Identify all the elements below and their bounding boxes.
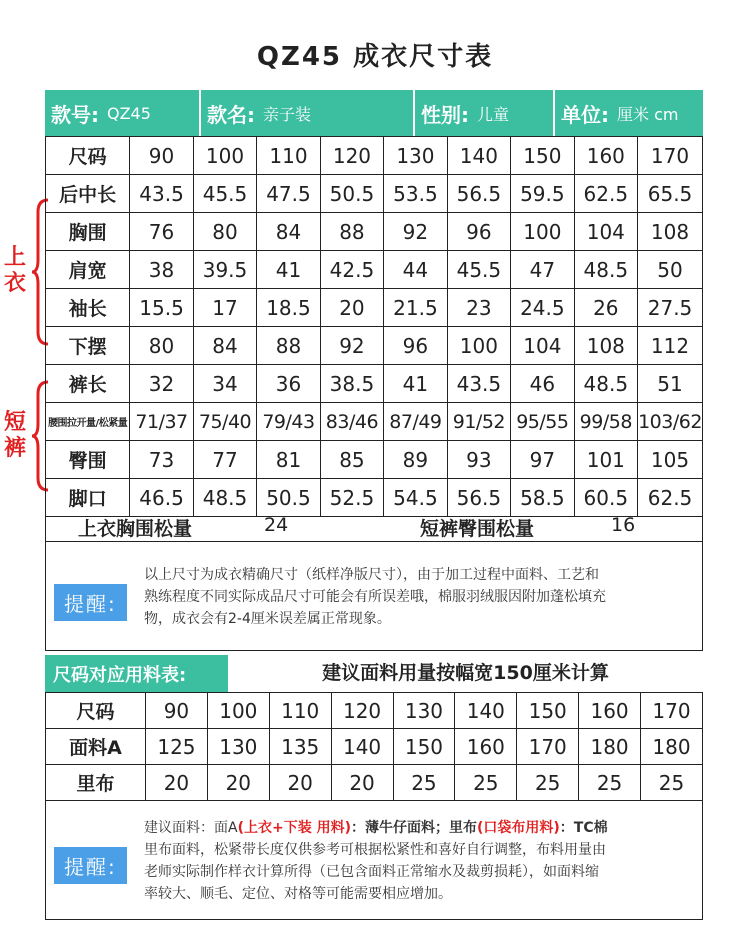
bottom-side-label: 短裤 [4,410,27,461]
table-cell: 93 [447,441,510,479]
table-cell: 26 [574,289,637,327]
reminder-line: 老师实际制作样衣计算所得（已包含面料正常缩水及裁剪损耗），如面料缩 [144,864,599,880]
table-cell: 41 [384,365,447,403]
gender-value: 儿童 [477,104,510,124]
table-cell: 51 [638,365,703,403]
table-cell: 130 [207,729,269,765]
table-cell: 18.5 [257,289,320,327]
table-cell: 59.5 [511,175,574,213]
table-cell: 52.5 [320,479,383,517]
lining-material: ：TC棉 [559,820,608,836]
table-cell: 160 [574,137,637,175]
table-cell: 180 [579,729,641,765]
unit-value: 厘米 cm [617,104,679,124]
table-cell: 42.5 [320,251,383,289]
fabric-a-usage: (上衣+下装 用料) [237,820,351,836]
table-cell: 120 [320,137,383,175]
table-cell: 110 [257,137,320,175]
table-cell: 140 [331,729,393,765]
row-label: 肩宽 [46,251,130,289]
reminder-line: 物，成衣会有2-4厘米误差属正常现象。 [144,611,391,627]
table-cell: 100 [207,693,269,729]
table-cell: 99/58 [574,403,637,441]
reminder-line: 里布面料，松紧带长度仅供参考可根据松紧性和喜好自行调整，布料用量由 [144,842,606,858]
table-cell: 104 [511,327,574,365]
table-cell: 44 [384,251,447,289]
row-label: 袖长 [46,289,130,327]
table-cell: 71/37 [130,403,193,441]
table-row [46,175,703,213]
table-row [46,403,703,441]
looseness-row [45,509,703,541]
table-cell: 45.5 [447,251,510,289]
lining-usage: (口袋布用料) [476,820,560,836]
table-cell: 95/55 [511,403,574,441]
table-cell: 92 [384,213,447,251]
table-cell: 108 [638,213,703,251]
unit-cell [555,90,703,136]
table-cell: 79/43 [257,403,320,441]
row-label: 面料A [46,729,146,765]
table-cell: 88 [320,213,383,251]
table-cell: 20 [207,765,269,801]
table-cell: 50 [638,251,703,289]
table-cell: 17 [193,289,256,327]
style-name-cell [201,90,415,136]
table-cell: 60.5 [574,479,637,517]
style-number-value: QZ45 [107,103,151,123]
style-name-key: 款名: [207,102,255,127]
fabric-table [45,692,703,801]
table-cell: 125 [146,729,208,765]
table-cell: 39.5 [193,251,256,289]
table-cell: 100 [447,327,510,365]
table-cell: 112 [638,327,703,365]
table-cell: 110 [269,693,331,729]
table-cell: 104 [574,213,637,251]
table-cell: 45.5 [193,175,256,213]
reminder-box-1 [45,541,703,651]
table-cell: 20 [269,765,331,801]
table-cell: 80 [193,213,256,251]
reminder-line: 熟练程度不同实际成品尺寸可能会有所误差哦，棉服羽绒服因附加蓬松填充 [144,589,606,605]
row-label: 胸围 [46,213,130,251]
table-row [46,137,703,175]
fabric-suggestion-prefix: 建议面料：面A [144,820,238,836]
reminder-text-1 [144,564,606,630]
table-cell: 83/46 [320,403,383,441]
bottom-looseness-value: 16 [611,514,636,536]
table-cell: 100 [511,213,574,251]
table-cell: 58.5 [511,479,574,517]
table-row [46,365,703,403]
table-cell: 120 [331,693,393,729]
table-row [46,729,703,765]
table-cell: 105 [638,441,703,479]
table-cell: 25 [579,765,641,801]
table-cell: 54.5 [384,479,447,517]
table-cell: 34 [193,365,256,403]
table-cell: 25 [455,765,517,801]
style-name-value: 亲子装 [263,104,312,124]
table-cell: 160 [455,729,517,765]
page-title: QZ45 成衣尺寸表 [256,42,494,72]
row-label: 尺码 [46,693,146,729]
table-row [46,693,703,729]
table-cell: 101 [574,441,637,479]
table-row [46,327,703,365]
table-cell: 140 [455,693,517,729]
fabric-a-material: ：薄牛仔面料；里布 [350,820,477,836]
table-cell: 43.5 [130,175,193,213]
style-number-cell [45,90,201,136]
header-bar [45,90,703,136]
table-cell: 25 [641,765,703,801]
table-cell: 38 [130,251,193,289]
table-cell: 76 [130,213,193,251]
reminder-button-1: 提醒: [54,584,127,621]
table-cell: 97 [511,441,574,479]
table-cell: 91/52 [447,403,510,441]
row-label: 裤长 [46,365,130,403]
table-cell: 27.5 [638,289,703,327]
table-cell: 135 [269,729,331,765]
table-cell: 96 [447,213,510,251]
table-cell: 32 [130,365,193,403]
top-looseness-value: 24 [264,514,289,536]
table-cell: 36 [257,365,320,403]
table-cell: 48.5 [193,479,256,517]
table-row [46,213,703,251]
table-cell: 96 [384,327,447,365]
table-cell: 20 [331,765,393,801]
row-label: 臀围 [46,441,130,479]
row-label: 里布 [46,765,146,801]
table-cell: 170 [517,729,579,765]
table-cell: 140 [447,137,510,175]
table-cell: 48.5 [574,365,637,403]
table-cell: 90 [130,137,193,175]
gender-key: 性别: [421,102,469,127]
reminder-line [144,817,608,839]
row-label: 腰围拉开量/松紧量 [46,403,130,441]
table-cell: 73 [130,441,193,479]
table-cell: 103/62 [638,403,703,441]
table-cell: 20 [320,289,383,327]
table-cell: 48.5 [574,251,637,289]
table-cell: 50.5 [257,479,320,517]
reminder-text-2 [144,817,608,905]
table-row [46,765,703,801]
table-cell: 150 [517,693,579,729]
table-cell: 47.5 [257,175,320,213]
table-cell: 130 [384,137,447,175]
table-cell: 150 [393,729,455,765]
fabric-table-label: 尺码对应用料表: [45,655,228,692]
table-cell: 21.5 [384,289,447,327]
row-label: 下摆 [46,327,130,365]
top-side-label: 上衣 [4,245,27,296]
table-cell: 130 [393,693,455,729]
table-cell: 56.5 [447,175,510,213]
unit-key: 单位: [561,102,609,127]
fabric-note: 建议面料用量按幅宽150厘米计算 [322,662,609,684]
table-cell: 25 [393,765,455,801]
table-cell: 56.5 [447,479,510,517]
table-cell: 46.5 [130,479,193,517]
table-cell: 81 [257,441,320,479]
style-number-key: 款号: [51,102,99,127]
table-cell: 88 [257,327,320,365]
top-looseness-label: 上衣胸围松量 [78,518,193,540]
table-cell: 150 [511,137,574,175]
table-cell: 41 [257,251,320,289]
table-cell: 170 [641,693,703,729]
row-label: 脚口 [46,479,130,517]
table-cell: 20 [146,765,208,801]
table-cell: 84 [257,213,320,251]
reminder-line: 率较大、顺毛、定位、对格等可能需要相应增加。 [144,886,452,902]
table-cell: 85 [320,441,383,479]
table-cell: 46 [511,365,574,403]
size-table [45,136,703,517]
table-cell: 47 [511,251,574,289]
table-cell: 53.5 [384,175,447,213]
table-cell: 90 [146,693,208,729]
table-cell: 75/40 [193,403,256,441]
table-row [46,289,703,327]
table-cell: 62.5 [638,479,703,517]
reminder-button-2: 提醒: [54,847,127,884]
table-cell: 180 [641,729,703,765]
table-cell: 84 [193,327,256,365]
table-cell: 92 [320,327,383,365]
table-cell: 65.5 [638,175,703,213]
bottom-looseness-label: 短裤臀围松量 [420,518,535,540]
table-cell: 15.5 [130,289,193,327]
table-cell: 23 [447,289,510,327]
table-cell: 89 [384,441,447,479]
table-cell: 24.5 [511,289,574,327]
table-cell: 160 [579,693,641,729]
table-cell: 62.5 [574,175,637,213]
table-cell: 100 [193,137,256,175]
gender-cell [415,90,555,136]
table-cell: 43.5 [447,365,510,403]
table-cell: 87/49 [384,403,447,441]
table-row [46,441,703,479]
table-cell: 80 [130,327,193,365]
row-label: 尺码 [46,137,130,175]
row-label: 后中长 [46,175,130,213]
table-cell: 50.5 [320,175,383,213]
table-cell: 38.5 [320,365,383,403]
reminder-box-2 [45,800,703,920]
table-cell: 108 [574,327,637,365]
table-row [46,251,703,289]
table-cell: 170 [638,137,703,175]
table-cell: 77 [193,441,256,479]
table-cell: 25 [517,765,579,801]
reminder-line: 以上尺寸为成衣精确尺寸（纸样净版尺寸），由于加工过程中面料、工艺和 [144,567,599,583]
